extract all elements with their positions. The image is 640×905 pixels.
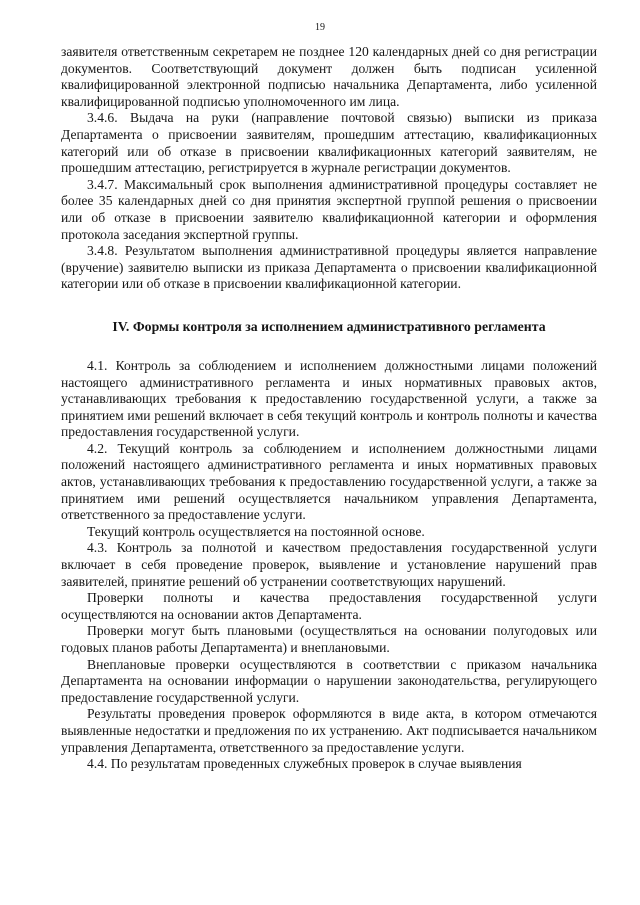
paragraph-3-4-6: 3.4.6. Выдача на руки (направление почтовой связью) выписки из приказа Департамента о присвоении заявителям, прошедшим аттестацию, квалификационных категорий или об отказе в присвоении квалификационных категорий заявителям, не прошедшим аттестацию, регистрируется в журнале регистрации документов. (61, 110, 597, 176)
paragraph-4-1: 4.1. Контроль за соблюдением и исполнением должностными лицами положений настоящего административного регламента и иных нормативных правовых актов, устанавливающих требования к предоставлению государственной услуги, а также за принятием ими решений включает в себя текущий контроль и контроль полноты и качества предоставления государственной услуги. (61, 357, 597, 440)
paragraph-inspection-results: Результаты проведения проверок оформляются в виде акта, в котором отмечаются выявленные недостатки и предложения по их устранению. Акт подписывается начальником управления Департамента, ответственного за предоставление услуги. (61, 706, 597, 755)
page-number: 19 (315, 22, 325, 33)
section-heading: IV. Формы контроля за исполнением административного регламента (112, 318, 546, 334)
paragraph-inspections-types: Проверки могут быть плановыми (осуществляться на основании полугодовых или годовых планов работы Департамента) и внеплановыми. (61, 623, 597, 655)
paragraph-current-control: Текущий контроль осуществляется на постоянной основе. (87, 523, 425, 539)
paragraph-unscheduled-inspections: Внеплановые проверки осуществляются в соответствии с приказом начальника Департамента на основании информации о нарушении законодательства, регулирующего предоставление государственной услуги. (61, 656, 597, 705)
paragraph-inspections-basis: Проверки полноты и качества предоставления государственной услуги осуществляются на основании актов Департамента. (61, 590, 597, 622)
paragraph-3-4-5-continuation: заявителя ответственным секретарем не позднее 120 календарных дней со дня регистрации документов. Соответствующий документ должен быть подписан усиленной квалифицированной электронной подписью начальника Департамента, либо усиленной квалифицированной подписью уполномоченного им лица. (61, 44, 597, 109)
paragraph-3-4-7: 3.4.7. Максимальный срок выполнения административной процедуры составляет не более 35 календарных дней со дня принятия экспертной группой решения о присвоении или об отказе в присвоении заявителю квалификационной категории и оформления протокола заседания экспертной группы. (61, 176, 597, 242)
paragraph-4-4: 4.4. По результатам проведенных служебных проверок в случае выявления (87, 756, 522, 772)
paragraph-3-4-8: 3.4.8. Результатом выполнения административной процедуры является направление (вручение) заявителю выписки из приказа Департамента о присвоении квалификационной категории или об отказе в присвоении квалификационной категории. (61, 243, 597, 292)
paragraph-4-2: 4.2. Текущий контроль за соблюдением и исполнением должностными лицами положений настоящего административного регламента и иных нормативных правовых актов, устанавливающих требования к предоставлению государственной услуги, а также за принятием ими решений осуществляется начальником управления Департамента, ответственного за предоставление услуги. (61, 440, 597, 523)
document-body (61, 44, 597, 773)
paragraph-4-3: 4.3. Контроль за полнотой и качеством предоставления государственной услуги включает в себя проведение проверок, выявление и установление нарушений прав заявителей, принятие решений об устранении соответствующих нарушений. (61, 540, 597, 589)
